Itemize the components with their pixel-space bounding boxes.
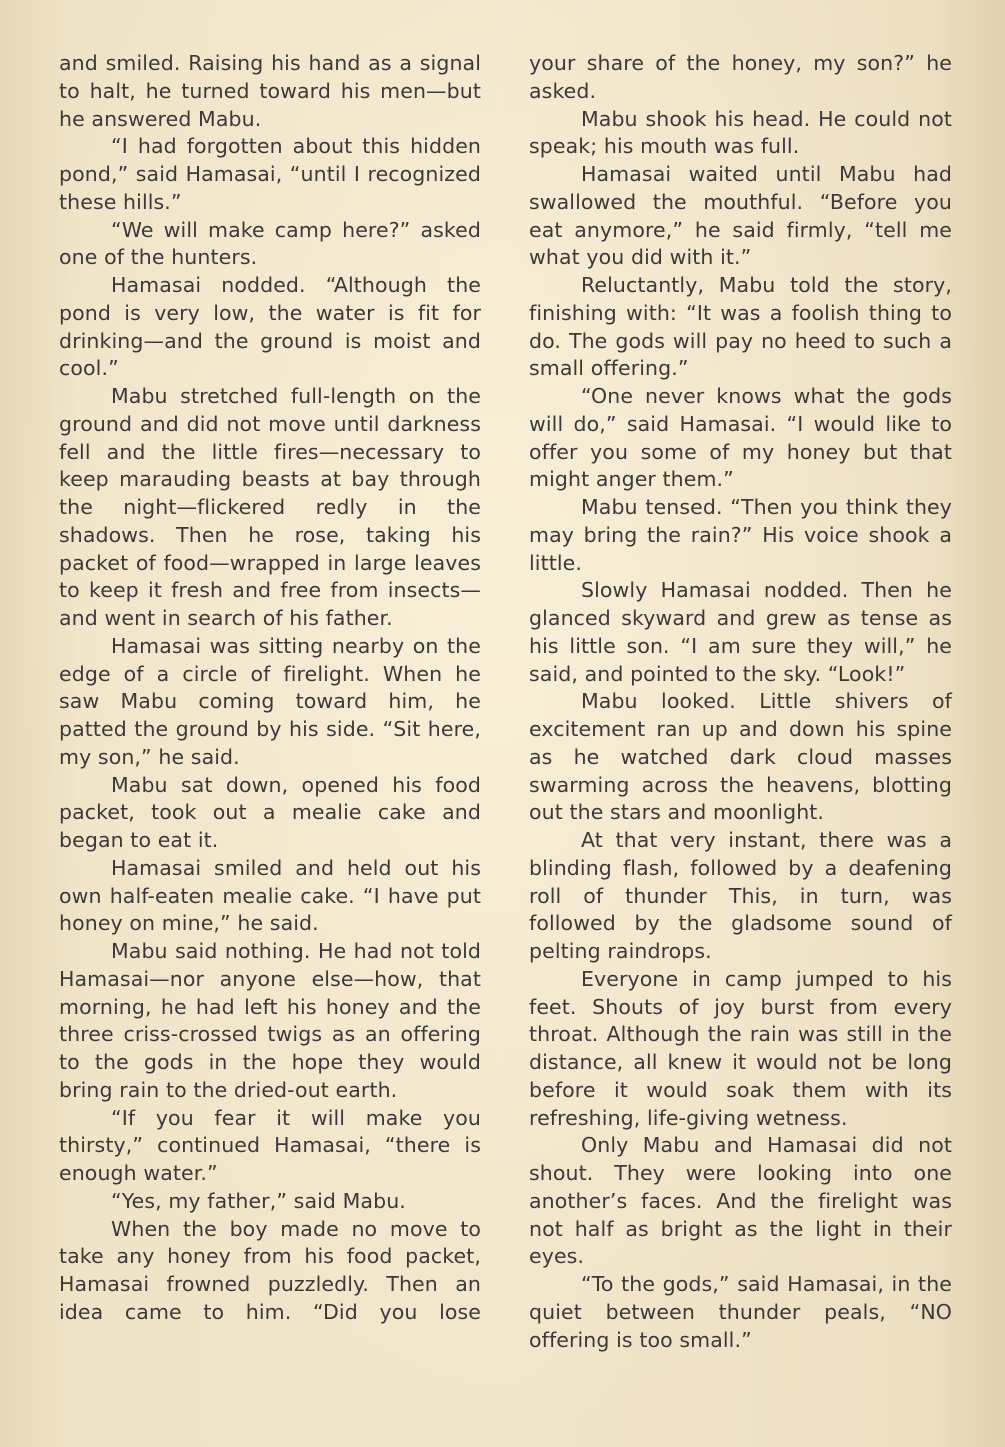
paragraph: Slowly Hamasai nodded. Then he glanced skyward and grew as tense as his little son. “I am sure they will,” he said, and pointed to the sky. “Look!” [529,578,952,686]
text-column-right [529,50,952,1354]
paragraph: Mabu shook his head. He could not speak; his mouth was full. [529,106,952,159]
paragraph: “I had forgotten about this hidden pond,” said Hamasai, “until I recognized these hills.” [59,134,481,214]
paragraph: Hamasai nodded. “Although the pond is very low, the water is fit for drinking—and the ground is moist and cool.” [59,273,481,381]
paragraph: Hamasai was sitting nearby on the edge of a circle of firelight. When he saw Mabu coming toward him, he patted the ground by his side. “Sit here, my son,” he said. [59,633,481,769]
paragraph: Reluctantly, Mabu told the story, finishing with: “It was a foolish thing to do. The gods will pay no heed to such a small offering.” [529,273,952,381]
paragraph: “We will make camp here?” asked one of the hunters. [59,217,481,270]
paragraph: “Yes, my father,” said Mabu. [111,1188,406,1213]
paragraph: “One never knows what the gods will do,” said Hamasai. “I would like to offer you some of my honey but that might anger them.” [529,384,952,492]
paragraph: Mabu sat down, opened his food packet, took out a mealie cake and began to eat it. [59,772,481,852]
paragraph: At that very instant, there was a blinding flash, followed by a deafening roll of thunder This, in turn, was followed by the gladsome sound of pelting raindrops. [529,828,952,963]
paragraph: Only Mabu and Hamasai did not shout. They were looking into one another’s faces. And the firelight was not half as bright as the light in their eyes. [529,1133,952,1269]
paragraph: Everyone in camp jumped to his feet. Shouts of joy burst from every throat. Although the rain was still in the distance, all knew it would not be long before it would soak them with its refreshing, life-giving wetness. [529,966,952,1130]
paragraph: When the boy made no move to take any honey from his food packet, Hamasai frowned puzzledly. Then an idea came to him. “Did you lose [59,1216,481,1324]
paragraph: Mabu said nothing. He had not told Hamasai—nor anyone else—how, that morning, he had left his honey and the three criss-crossed twigs as an offering to the gods in the hope they would bring rain to the dried-out earth. [59,939,481,1102]
paragraph: Hamasai smiled and held out his own half-eaten mealie cake. “I have put honey on mine,” he said. [59,855,481,936]
paragraph: Mabu looked. Little shivers of excitement ran up and down his spine as he watched dark cloud masses swarming across the heavens, blotting out the stars and moonlight. [529,689,952,825]
paragraph: Mabu tensed. “Then you think they may bring the rain?” His voice shook a little. [529,495,952,575]
paragraph: “If you fear it will make you thirsty,” continued Hamasai, “there is enough water.” [59,1105,481,1185]
paragraph: Mabu stretched full-length on the ground and did not move until darkness fell and the little fires—necessary to keep marauding beasts at bay through the night—flickered redly in the shadows. Then he rose, taking his packet of food—wrapped in large leaves to keep it fresh and free from insects—and went in search of his father. [59,384,481,630]
paragraph: and smiled. Raising his hand as a signal to halt, he turned toward his men—but he answered Mabu. [59,51,481,131]
paragraph: Hamasai waited until Mabu had swallowed the mouthful. “Before you eat anymore,” he said firmly, “tell me what you did with it.” [529,162,952,270]
text-column-left [59,50,481,1327]
paragraph: “To the gods,” said Hamasai, in the quiet between thunder peals, “NO offering is too small.” [529,1272,952,1352]
paragraph: your share of the honey, my son?” he asked. [529,51,952,103]
